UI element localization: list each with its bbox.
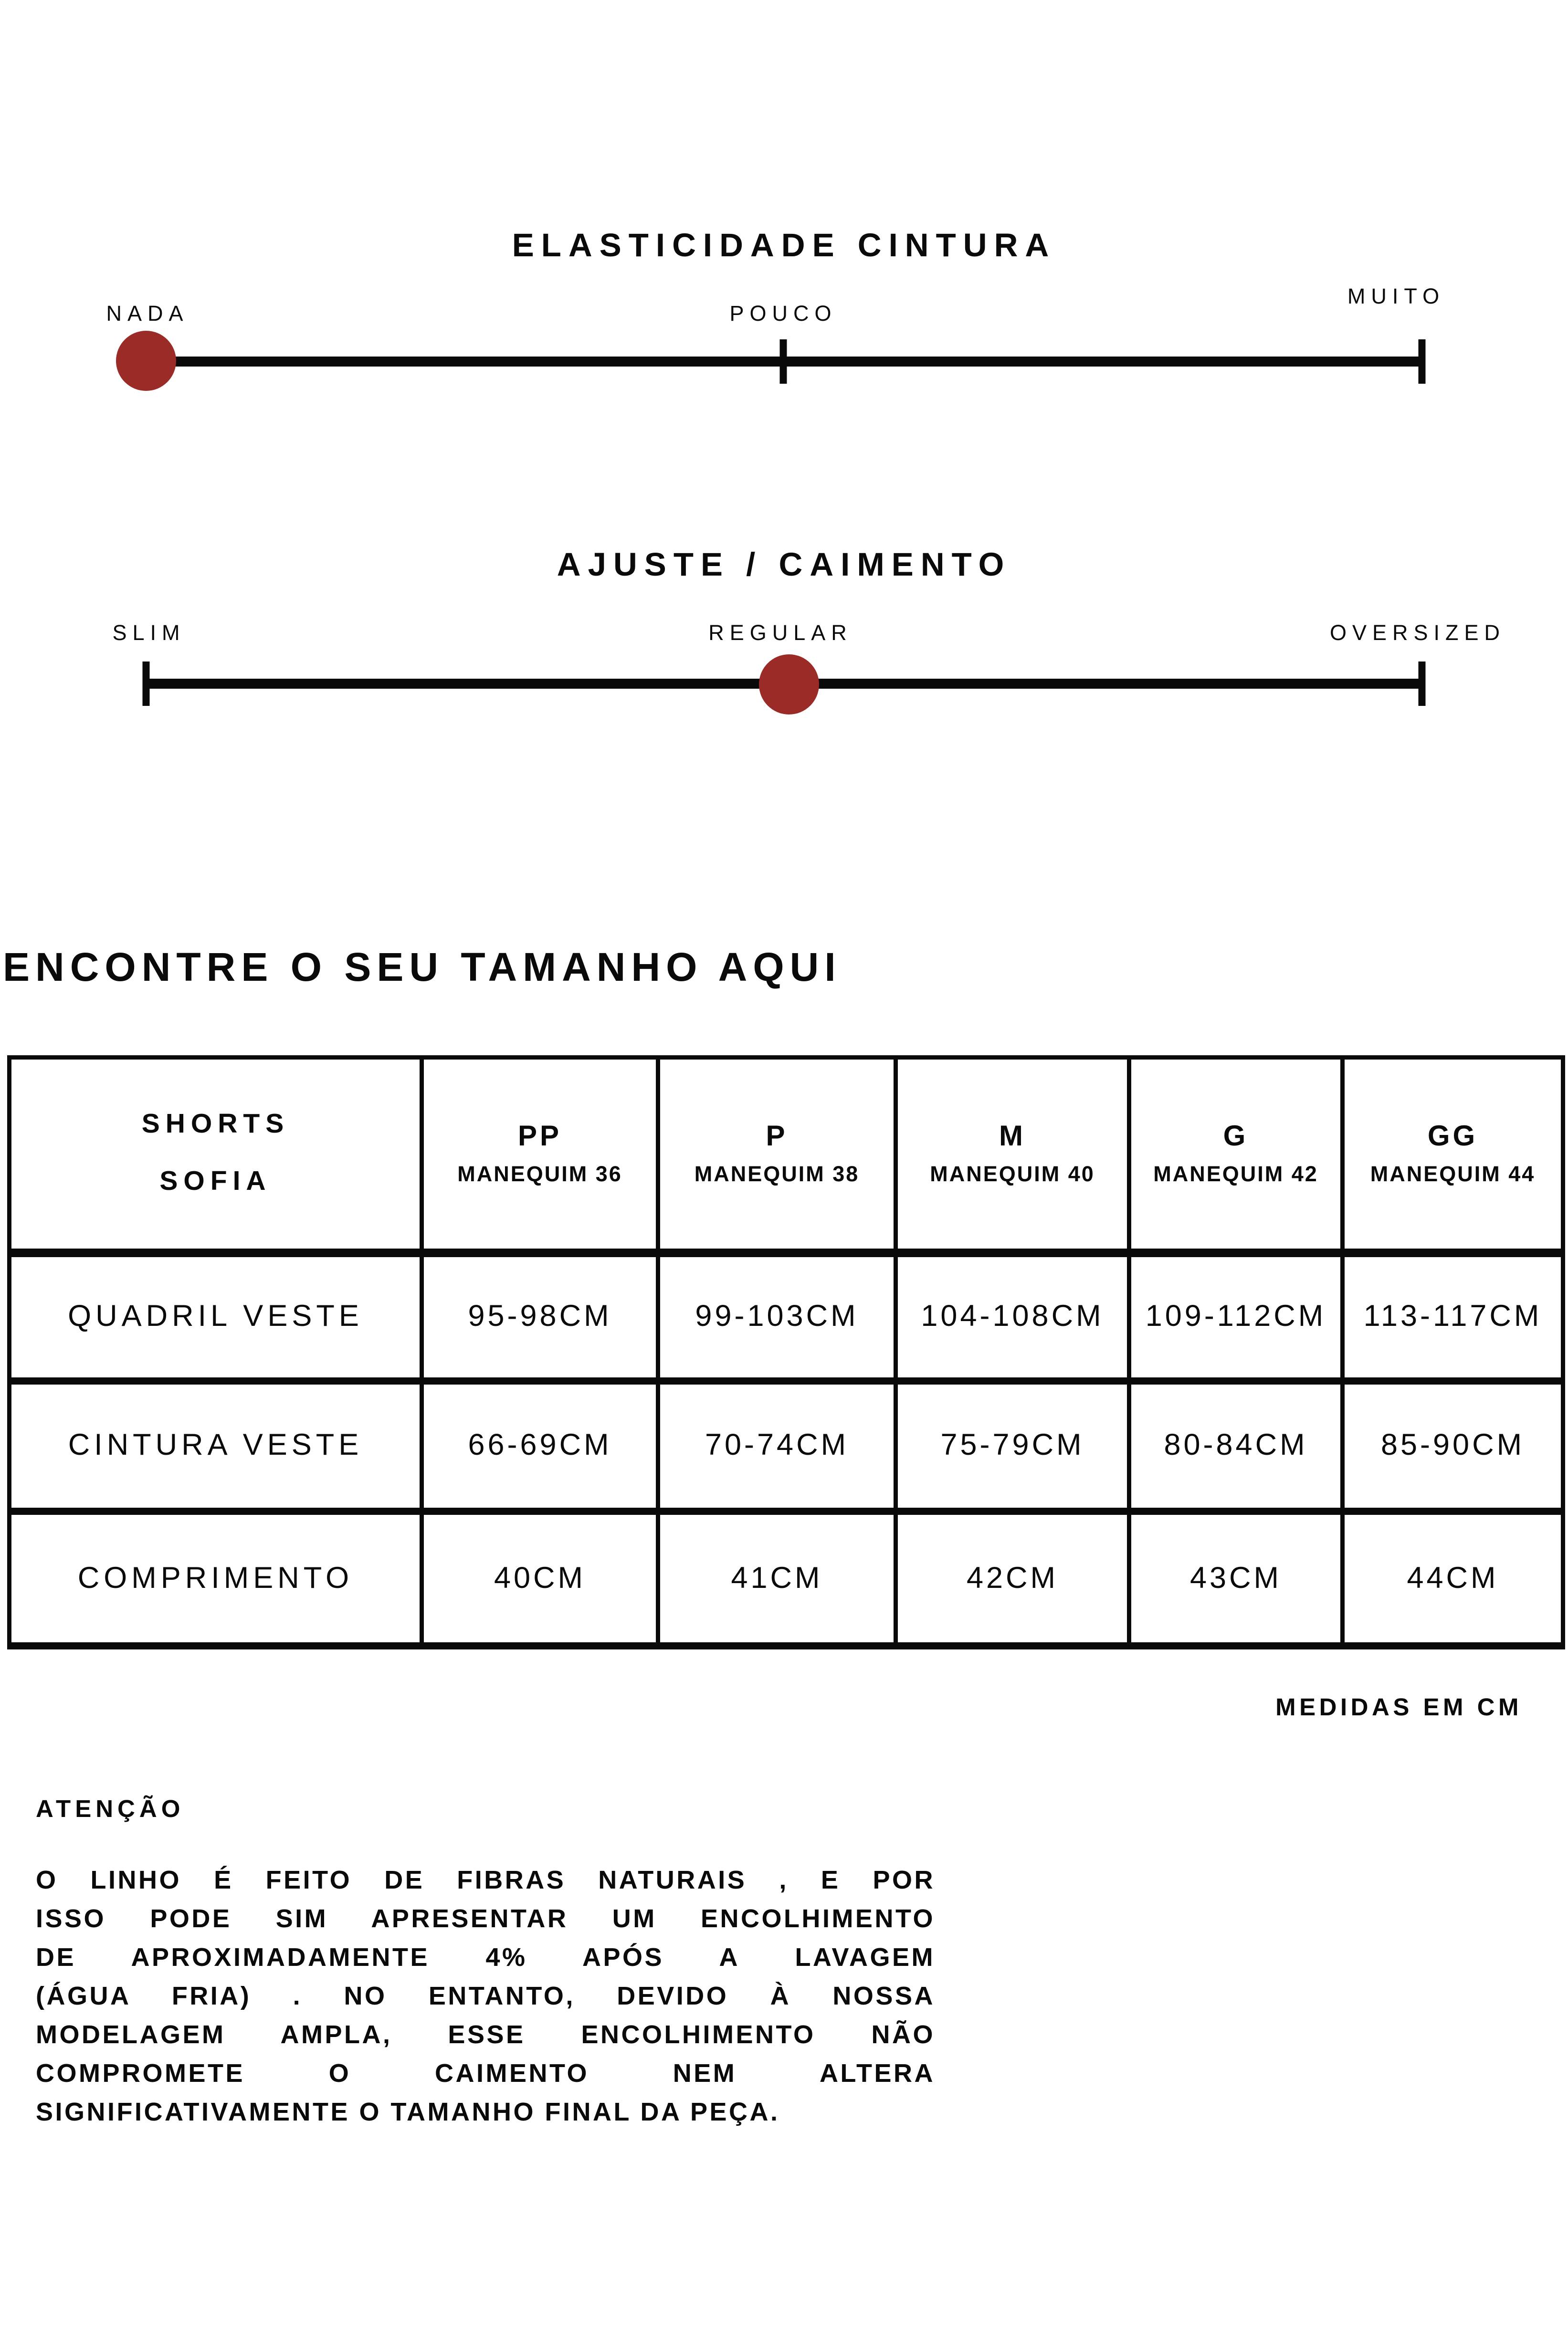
row-label: COMPRIMENTO (10, 1512, 422, 1646)
table-cell: 44CM (1343, 1512, 1563, 1646)
row-label: QUADRIL VESTE (10, 1252, 422, 1381)
table-cell: 113-117CM (1343, 1252, 1563, 1381)
table-cell: 95-98CM (422, 1252, 658, 1381)
attention-line: COMPROMETE O CAIMENTO NEM ALTERA (36, 2059, 935, 2088)
product-name-line2: SOFIA (159, 1166, 272, 1197)
size-column-p (658, 1058, 896, 1252)
units-note: MEDIDAS EM CM (1275, 1694, 1522, 1721)
table-cell: 99-103CM (658, 1252, 896, 1381)
size-letter: PP (517, 1121, 562, 1153)
size-table-header-row (10, 1058, 1563, 1252)
size-letter: P (766, 1121, 788, 1153)
product-name-line1: SHORTS (141, 1109, 290, 1140)
table-cell: 42CM (896, 1512, 1129, 1646)
table-row-comprimento (10, 1512, 1563, 1646)
fit-indicator-dot (759, 654, 819, 714)
table-cell: 80-84CM (1129, 1381, 1343, 1512)
elasticity-title: ELASTICIDADE CINTURA (512, 226, 1056, 263)
fit-start-tick (143, 662, 150, 706)
table-cell: 41CM (658, 1512, 896, 1646)
mannequin-label: MANEQUIM 38 (694, 1162, 860, 1187)
attention-line: DE APROXIMADAMENTE 4% APÓS A LAVAGEM (36, 1943, 935, 1972)
table-row-quadril (10, 1252, 1563, 1381)
fit-label-slim: SLIM (112, 621, 186, 646)
elasticity-label-muito: MUITO (1347, 285, 1445, 309)
size-letter: M (999, 1121, 1026, 1153)
table-cell: 85-90CM (1343, 1381, 1563, 1512)
attention-line: ISSO PODE SIM APRESENTAR UM ENCOLHIMENTO (36, 1904, 935, 1933)
attention-line: (ÁGUA FRIA) . NO ENTANTO, DEVIDO À NOSSA (36, 1982, 935, 2010)
table-cell: 75-79CM (896, 1381, 1129, 1512)
size-column-g (1129, 1058, 1343, 1252)
fit-label-regular: REGULAR (708, 621, 852, 646)
size-letter: GG (1427, 1121, 1478, 1153)
table-cell: 70-74CM (658, 1381, 896, 1512)
attention-paragraph (36, 1861, 935, 2132)
size-column-gg (1343, 1058, 1563, 1252)
mannequin-label: MANEQUIM 40 (930, 1162, 1095, 1187)
elasticity-end-tick (1419, 339, 1426, 384)
table-cell: 104-108CM (896, 1252, 1129, 1381)
elasticity-mid-tick (780, 339, 787, 384)
table-cell: 66-69CM (422, 1381, 658, 1512)
fit-title: AJUSTE / CAIMENTO (557, 546, 1011, 583)
mannequin-label: MANEQUIM 42 (1153, 1162, 1318, 1187)
table-cell: 40CM (422, 1512, 658, 1646)
fit-end-tick (1419, 662, 1426, 706)
size-column-m (896, 1058, 1129, 1252)
table-row-cintura (10, 1381, 1563, 1512)
size-column-pp (422, 1058, 658, 1252)
table-cell: 109-112CM (1129, 1252, 1343, 1381)
mannequin-label: MANEQUIM 36 (457, 1162, 622, 1187)
attention-line: MODELAGEM AMPLA, ESSE ENCOLHIMENTO NÃO (36, 2020, 935, 2049)
mannequin-label: MANEQUIM 44 (1370, 1162, 1536, 1187)
attention-heading: ATENÇÃO (36, 1796, 185, 1823)
elasticity-indicator-dot (116, 331, 176, 391)
find-your-size-heading: ENCONTRE O SEU TAMANHO AQUI (3, 945, 842, 989)
fit-label-oversized: OVERSIZED (1329, 621, 1506, 646)
size-letter: G (1223, 1121, 1249, 1153)
table-cell: 43CM (1129, 1512, 1343, 1646)
elasticity-label-pouco: POUCO (729, 302, 837, 326)
attention-line: O LINHO É FEITO DE FIBRAS NATURAIS , E POR (36, 1866, 935, 1894)
row-label: CINTURA VESTE (10, 1381, 422, 1512)
size-table (7, 1055, 1565, 1649)
attention-line: SIGNIFICATIVAMENTE O TAMANHO FINAL DA PEÇA. (36, 2098, 780, 2126)
product-name-cell (10, 1058, 422, 1252)
elasticity-label-nada: NADA (106, 302, 189, 326)
